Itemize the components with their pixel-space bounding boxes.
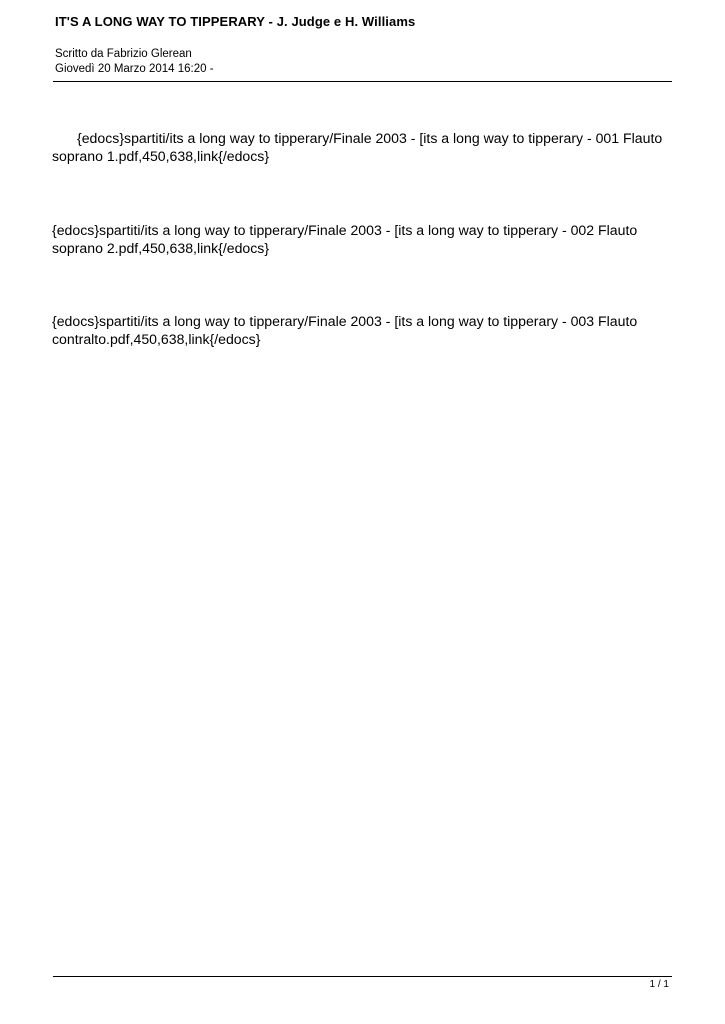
footer-divider: [53, 976, 672, 977]
edocs-paragraph-1: {edocs}spartiti/its a long way to tipperary/Finale 2003 - [its a long way to tipperary - 001 Flauto soprano 1.pdf,450,638,link{/edocs}: [52, 130, 663, 164]
edocs-paragraph-2: {edocs}spartiti/its a long way to tipperary/Finale 2003 - [its a long way to tipperary - 002 Flauto soprano 2.pdf,450,638,link{/edocs}: [52, 222, 638, 256]
edocs-paragraph-3: {edocs}spartiti/its a long way to tipperary/Finale 2003 - [its a long way to tipperary - 003 Flauto contralto.pdf,450,638,link{/edocs}: [52, 313, 638, 347]
header-divider: [53, 81, 672, 82]
page-title: IT'S A LONG WAY TO TIPPERARY - J. Judge e H. Williams: [55, 14, 416, 29]
article-meta: [55, 47, 214, 77]
date-line: Giovedì 20 Marzo 2014 16:20 -: [55, 63, 214, 75]
page-number: 1 / 1: [649, 979, 669, 990]
author-line: Scritto da Fabrizio Glerean: [55, 48, 192, 60]
